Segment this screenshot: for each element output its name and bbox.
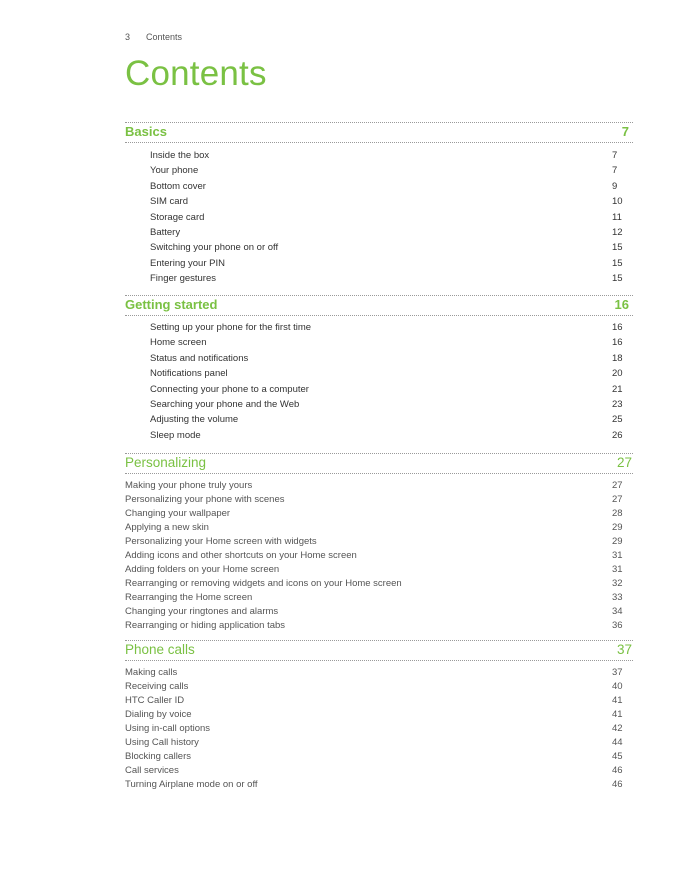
entry-page: 20	[612, 368, 623, 380]
section-heading[interactable]	[125, 122, 633, 143]
entry-title: Battery	[150, 226, 181, 238]
page-title: Contents	[125, 54, 267, 93]
entry-page: 34	[612, 606, 623, 617]
entry-title: Call services	[125, 765, 179, 776]
toc-entry[interactable]	[125, 368, 633, 383]
entry-page: 16	[612, 322, 623, 333]
section-page: 27	[616, 455, 632, 470]
entry-title: Adjusting the volume	[150, 414, 239, 426]
toc-entry[interactable]	[125, 564, 633, 578]
entry-page: 28	[612, 508, 623, 519]
toc-entry[interactable]	[125, 181, 633, 196]
toc-entry[interactable]	[125, 414, 633, 429]
entry-title: SIM card	[150, 196, 189, 208]
entry-title: Rearranging the Home screen	[125, 592, 253, 603]
entry-title: Turning Airplane mode on or off	[125, 779, 258, 790]
entry-page: 7	[612, 150, 618, 161]
toc-section-personalizing	[125, 453, 633, 634]
toc-entry[interactable]	[125, 751, 633, 765]
entry-title: Changing your ringtones and alarms	[125, 606, 279, 617]
entry-title: Storage card	[150, 211, 205, 223]
entry-page: 31	[612, 564, 623, 575]
entry-title: Your phone	[150, 165, 199, 177]
entry-title: Status and notifications	[150, 352, 249, 364]
entry-page: 37	[612, 667, 623, 678]
running-head	[125, 32, 182, 42]
entry-page: 27	[612, 494, 623, 505]
section-heading[interactable]	[125, 453, 633, 474]
section-title: Personalizing	[125, 455, 207, 470]
toc-entry[interactable]	[125, 227, 633, 242]
entry-title: Personalizing your phone with scenes	[125, 494, 285, 505]
toc-entry[interactable]	[125, 322, 633, 337]
entry-title: Using in-call options	[125, 723, 211, 734]
toc-entry[interactable]	[125, 709, 633, 723]
entry-page: 46	[612, 765, 623, 776]
toc-entry[interactable]	[125, 337, 633, 352]
toc-entry[interactable]	[125, 779, 633, 793]
entry-page: 21	[612, 383, 623, 395]
section-title: Basics	[125, 124, 167, 139]
toc-entry[interactable]	[125, 165, 633, 180]
entry-title: Connecting your phone to a computer	[150, 383, 309, 395]
entry-title: Sleep mode	[150, 429, 201, 441]
entry-title: Adding folders on your Home screen	[125, 564, 280, 575]
toc-entry[interactable]	[125, 399, 633, 414]
toc-entry[interactable]	[125, 578, 633, 592]
entry-page: 42	[612, 723, 623, 734]
entry-title: Blocking callers	[125, 751, 191, 762]
entry-page: 32	[612, 578, 623, 589]
toc-entry[interactable]	[125, 353, 633, 368]
running-head-label: Contents	[146, 32, 183, 42]
toc-entry[interactable]	[125, 737, 633, 751]
entry-page: 40	[612, 681, 623, 692]
toc-entry[interactable]	[125, 430, 633, 445]
entry-title: Switching your phone on or off	[150, 242, 279, 254]
entry-page: 29	[612, 522, 623, 533]
entry-page: 41	[612, 709, 623, 720]
toc-entry[interactable]	[125, 273, 633, 288]
section-title: Getting started	[125, 297, 218, 312]
section-title: Phone calls	[125, 642, 195, 657]
toc-section-basics	[125, 122, 633, 289]
entry-title: Applying a new skin	[125, 522, 209, 533]
entry-page: 41	[612, 695, 623, 706]
entry-title: Entering your PIN	[150, 257, 225, 269]
entry-page: 15	[612, 242, 623, 254]
entry-page: 7	[612, 165, 618, 177]
entry-title: HTC Caller ID	[125, 695, 185, 706]
page-number: 3	[125, 32, 131, 42]
entry-title: Bottom cover	[150, 180, 206, 192]
entry-page: 31	[612, 550, 623, 561]
entry-page: 12	[612, 226, 623, 238]
entry-page: 46	[612, 779, 623, 790]
toc-entry[interactable]	[125, 667, 633, 681]
entry-page: 44	[612, 737, 623, 748]
entry-page: 26	[612, 429, 623, 441]
toc-entry[interactable]	[125, 258, 633, 273]
section-page: 7	[621, 124, 629, 139]
toc-entry[interactable]	[125, 606, 633, 620]
toc-entry[interactable]	[125, 550, 633, 564]
entry-page: 25	[612, 414, 623, 426]
toc-entry[interactable]	[125, 150, 633, 165]
toc-entry[interactable]	[125, 765, 633, 779]
entry-page: 36	[612, 620, 623, 631]
entry-title: Finger gestures	[150, 273, 217, 285]
entry-page: 18	[612, 352, 623, 364]
entry-title: Receiving calls	[125, 681, 189, 692]
entry-title: Searching your phone and the Web	[150, 398, 300, 410]
section-page: 16	[614, 297, 629, 312]
entry-page: 45	[612, 751, 623, 762]
toc-entry[interactable]	[125, 695, 633, 709]
section-heading[interactable]	[125, 295, 633, 316]
entry-title: Inside the box	[150, 150, 210, 161]
entry-page: 10	[612, 196, 623, 208]
entry-title: Dialing by voice	[125, 709, 192, 720]
entry-page: 11	[612, 211, 622, 223]
section-heading[interactable]	[125, 640, 633, 661]
toc-entry[interactable]	[125, 508, 633, 522]
toc-entry[interactable]	[125, 536, 633, 550]
section-page: 37	[616, 642, 632, 657]
entry-title: Home screen	[150, 337, 207, 349]
entry-title: Personalizing your Home screen with widgets	[125, 536, 317, 547]
toc-entry[interactable]	[125, 242, 633, 257]
toc-section-getting-started	[125, 295, 633, 445]
toc-entry[interactable]	[125, 494, 633, 508]
toc-entry[interactable]	[125, 592, 633, 606]
entry-page: 33	[612, 592, 623, 603]
entry-page: 16	[612, 337, 623, 349]
entry-title: Changing your wallpaper	[125, 508, 231, 519]
toc-entry[interactable]	[125, 480, 633, 494]
entry-page: 23	[612, 398, 623, 410]
toc-entry[interactable]	[125, 522, 633, 536]
entry-page: 15	[612, 257, 623, 269]
toc-entry[interactable]	[125, 620, 633, 634]
toc-section-phone-calls	[125, 640, 633, 793]
entry-title: Rearranging or hiding application tabs	[125, 620, 286, 631]
entry-title: Notifications panel	[150, 368, 228, 380]
entry-title: Rearranging or removing widgets and icons on your Home screen	[125, 578, 402, 589]
entry-page: 9	[612, 180, 618, 192]
toc-entry[interactable]	[125, 196, 633, 211]
entry-title: Using Call history	[125, 737, 199, 748]
entry-page: 15	[612, 273, 623, 285]
toc-entry[interactable]	[125, 212, 633, 227]
toc-entry[interactable]	[125, 384, 633, 399]
entry-title: Making your phone truly yours	[125, 480, 253, 491]
toc-entry[interactable]	[125, 723, 633, 737]
entry-title: Setting up your phone for the first time	[150, 322, 312, 333]
entry-title: Adding icons and other shortcuts on your Home screen	[125, 550, 357, 561]
entry-title: Making calls	[125, 667, 178, 678]
entry-page: 27	[612, 480, 623, 491]
entry-page: 29	[612, 536, 623, 547]
toc-entry[interactable]	[125, 681, 633, 695]
